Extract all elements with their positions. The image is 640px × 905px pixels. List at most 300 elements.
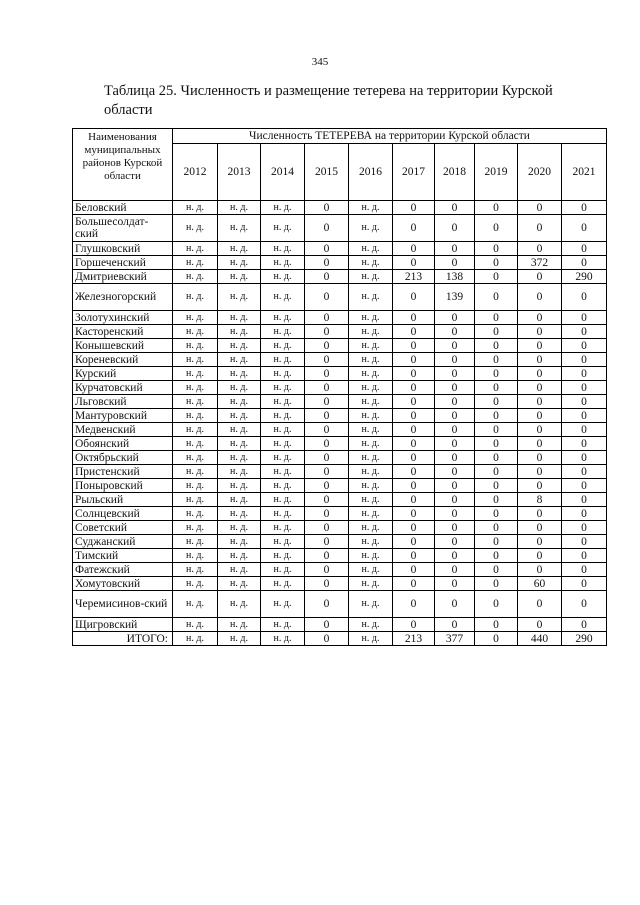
count-cell: н. д. [261,284,305,311]
count-cell: н. д. [261,591,305,618]
table-row [73,577,607,591]
district-name: Кореневский [73,353,173,367]
count-cell: 0 [435,563,475,577]
count-cell: н. д. [218,256,261,270]
count-cell: н. д. [218,201,261,215]
count-cell: 0 [562,479,607,493]
count-cell: 0 [475,353,518,367]
district-name: Хомутовский [73,577,173,591]
table-row [73,465,607,479]
count-cell: н. д. [349,591,393,618]
count-cell: н. д. [218,381,261,395]
year-header: 2020 [518,144,562,201]
count-cell: 0 [435,465,475,479]
count-cell: н. д. [218,577,261,591]
table-row [73,242,607,256]
count-cell: 0 [475,535,518,549]
district-name: Фатежский [73,563,173,577]
count-cell: н. д. [173,201,218,215]
count-cell: 0 [475,270,518,284]
table-row [73,339,607,353]
count-cell: н. д. [349,242,393,256]
count-cell: 0 [435,311,475,325]
table-row [73,325,607,339]
count-cell: 377 [435,632,475,646]
count-cell: 0 [562,493,607,507]
count-cell: 0 [562,284,607,311]
table-row [73,311,607,325]
count-cell: н. д. [218,465,261,479]
table-row [73,437,607,451]
count-cell: н. д. [349,325,393,339]
count-cell: 0 [562,465,607,479]
total-row [73,632,607,646]
count-cell: н. д. [218,339,261,353]
table-row [73,451,607,465]
table-row [73,507,607,521]
count-cell: 0 [305,311,349,325]
count-cell: 0 [305,563,349,577]
count-cell: н. д. [349,339,393,353]
district-name: Октябрьский [73,451,173,465]
count-cell: н. д. [218,423,261,437]
count-cell: 0 [435,201,475,215]
district-name: Золотухинский [73,311,173,325]
count-cell: н. д. [261,353,305,367]
count-cell: 0 [305,632,349,646]
count-cell: н. д. [261,270,305,284]
count-cell: 0 [435,577,475,591]
count-cell: 0 [562,549,607,563]
table-row [73,493,607,507]
count-cell: н. д. [349,535,393,549]
count-cell: 0 [435,437,475,451]
count-cell: 0 [518,381,562,395]
count-cell: 0 [518,311,562,325]
count-cell: 0 [393,215,435,242]
count-cell: н. д. [349,521,393,535]
count-cell: 0 [435,591,475,618]
count-cell: н. д. [218,521,261,535]
count-cell: 139 [435,284,475,311]
count-cell: 0 [562,535,607,549]
count-cell: 0 [305,493,349,507]
count-cell: н. д. [218,325,261,339]
count-cell: н. д. [349,270,393,284]
count-cell: 0 [562,423,607,437]
count-cell: 0 [305,381,349,395]
count-cell: 0 [393,353,435,367]
count-cell: 0 [305,465,349,479]
count-cell: 0 [518,591,562,618]
count-cell: 0 [393,591,435,618]
count-cell: н. д. [173,591,218,618]
count-cell: 0 [475,339,518,353]
table-row [73,479,607,493]
count-cell: 0 [562,577,607,591]
count-cell: 0 [305,577,349,591]
count-cell: 0 [475,201,518,215]
count-cell: н. д. [218,409,261,423]
count-cell: 0 [475,493,518,507]
count-cell: 0 [305,618,349,632]
count-cell: н. д. [349,367,393,381]
count-cell: 0 [305,549,349,563]
count-cell: 0 [562,409,607,423]
count-cell: н. д. [261,256,305,270]
count-cell: 0 [305,521,349,535]
count-cell: н. д. [173,493,218,507]
count-cell: н. д. [173,549,218,563]
count-cell: н. д. [349,632,393,646]
count-cell: 290 [562,632,607,646]
count-cell: н. д. [261,367,305,381]
count-cell: 0 [475,409,518,423]
count-cell: н. д. [261,507,305,521]
count-cell: 0 [518,618,562,632]
count-cell: 0 [562,353,607,367]
count-cell: 0 [393,521,435,535]
count-cell: 0 [435,256,475,270]
district-name: Большесолдат-ский [73,215,173,242]
district-name: Льговский [73,395,173,409]
count-cell: 0 [393,395,435,409]
count-cell: 0 [475,437,518,451]
count-cell: 0 [475,367,518,381]
count-cell: 0 [562,381,607,395]
count-cell: н. д. [349,395,393,409]
count-cell: 0 [435,242,475,256]
count-cell: 0 [305,201,349,215]
count-cell: 8 [518,493,562,507]
count-cell: 0 [305,395,349,409]
count-cell: 0 [435,367,475,381]
count-cell: 0 [305,242,349,256]
count-cell: 0 [518,353,562,367]
count-cell: 0 [562,201,607,215]
district-name: Поныровский [73,479,173,493]
count-cell: 0 [305,507,349,521]
count-cell: 0 [518,325,562,339]
count-cell: 0 [393,201,435,215]
count-cell: н. д. [349,507,393,521]
count-cell: н. д. [261,339,305,353]
count-cell: 0 [393,423,435,437]
count-cell: н. д. [349,311,393,325]
count-cell: 0 [393,284,435,311]
count-cell: 0 [393,242,435,256]
count-cell: 0 [393,507,435,521]
count-cell: 0 [435,451,475,465]
count-cell: н. д. [218,493,261,507]
table-row [73,618,607,632]
count-cell: н. д. [261,521,305,535]
count-cell: 0 [475,618,518,632]
count-cell: н. д. [261,437,305,451]
count-cell: н. д. [173,423,218,437]
count-cell: 0 [518,367,562,381]
count-cell: н. д. [261,325,305,339]
table-row [73,367,607,381]
count-cell: н. д. [218,549,261,563]
count-cell: 0 [475,507,518,521]
count-cell: 0 [475,451,518,465]
count-cell: 0 [518,395,562,409]
count-cell: 0 [305,215,349,242]
count-cell: н. д. [261,451,305,465]
count-cell: н. д. [218,479,261,493]
count-cell: н. д. [261,479,305,493]
count-cell: 0 [475,549,518,563]
table-row [73,381,607,395]
count-cell: 0 [393,367,435,381]
count-cell: н. д. [173,479,218,493]
year-header: 2016 [349,144,393,201]
count-cell: 0 [393,618,435,632]
count-cell: н. д. [218,353,261,367]
count-cell: 0 [475,563,518,577]
count-cell: 0 [305,423,349,437]
count-cell: н. д. [218,284,261,311]
table-row [73,256,607,270]
count-cell: н. д. [261,465,305,479]
district-name: Железногорский [73,284,173,311]
count-cell: н. д. [173,437,218,451]
district-name: Медвенский [73,423,173,437]
table-row [73,409,607,423]
count-cell: 0 [518,549,562,563]
count-cell: 0 [475,423,518,437]
district-name: Касторенский [73,325,173,339]
count-cell: н. д. [261,535,305,549]
count-cell: 0 [518,284,562,311]
table-row [73,535,607,549]
count-cell: 0 [393,493,435,507]
district-name: Рыльский [73,493,173,507]
year-header: 2012 [173,144,218,201]
header-row [73,129,607,144]
district-name: Пристенский [73,465,173,479]
count-cell: 0 [435,507,475,521]
count-cell: н. д. [261,381,305,395]
count-cell: н. д. [261,493,305,507]
year-header: 2013 [218,144,261,201]
count-cell: 290 [562,270,607,284]
district-name: Солнцевский [73,507,173,521]
count-cell: н. д. [173,618,218,632]
count-cell: н. д. [349,563,393,577]
count-cell: н. д. [173,339,218,353]
count-cell: 0 [475,284,518,311]
count-cell: 0 [435,325,475,339]
year-header: 2018 [435,144,475,201]
year-header: 2017 [393,144,435,201]
count-cell: 0 [393,311,435,325]
count-cell: н. д. [218,563,261,577]
count-cell: 0 [393,535,435,549]
count-cell: 0 [305,437,349,451]
count-cell: н. д. [349,215,393,242]
count-cell: 0 [562,242,607,256]
count-cell: н. д. [349,201,393,215]
district-name: Глушковский [73,242,173,256]
count-cell: 0 [435,409,475,423]
count-cell: н. д. [173,242,218,256]
count-cell: 0 [393,437,435,451]
count-cell: 0 [518,563,562,577]
count-cell: 0 [393,479,435,493]
total-label: ИТОГО: [73,632,173,646]
count-cell: 0 [562,339,607,353]
count-cell: 0 [435,521,475,535]
count-cell: н. д. [218,632,261,646]
district-name: Курский [73,367,173,381]
count-cell: 0 [305,451,349,465]
count-cell: 0 [562,507,607,521]
count-cell: н. д. [173,535,218,549]
count-cell: н. д. [261,311,305,325]
count-cell: 0 [393,409,435,423]
district-name: Черемисинов-ский [73,591,173,618]
count-cell: 0 [435,535,475,549]
count-cell: 0 [562,563,607,577]
count-cell: 0 [562,367,607,381]
count-cell: 0 [518,409,562,423]
count-cell: н. д. [218,535,261,549]
count-cell: 0 [305,367,349,381]
district-name: Мантуровский [73,409,173,423]
count-cell: н. д. [173,311,218,325]
count-cell: 0 [305,325,349,339]
count-cell: 0 [475,381,518,395]
count-cell: н. д. [261,423,305,437]
count-cell: н. д. [261,201,305,215]
count-cell: н. д. [173,325,218,339]
count-cell: н. д. [349,381,393,395]
count-cell: 0 [562,618,607,632]
count-cell: 0 [562,325,607,339]
count-cell: 0 [393,325,435,339]
count-cell: 0 [518,437,562,451]
count-cell: 0 [435,493,475,507]
count-cell: н. д. [218,367,261,381]
count-cell: н. д. [173,353,218,367]
count-cell: 0 [435,395,475,409]
year-header: 2019 [475,144,518,201]
count-cell: 0 [435,423,475,437]
count-cell: 0 [475,591,518,618]
table-row [73,353,607,367]
count-cell: н. д. [349,353,393,367]
count-cell: н. д. [349,423,393,437]
table-row [73,284,607,311]
count-cell: 0 [393,339,435,353]
count-cell: н. д. [218,242,261,256]
count-cell: 0 [393,381,435,395]
count-cell: н. д. [218,591,261,618]
district-name: Обоянский [73,437,173,451]
count-cell: 138 [435,270,475,284]
count-cell: н. д. [349,284,393,311]
count-cell: 0 [518,465,562,479]
count-cell: н. д. [261,618,305,632]
count-cell: 0 [475,242,518,256]
district-name: Конышевский [73,339,173,353]
table-body [73,201,607,646]
table-row [73,395,607,409]
count-cell: 0 [562,591,607,618]
table-row [73,521,607,535]
count-cell: н. д. [173,632,218,646]
count-cell: 0 [518,535,562,549]
year-header: 2021 [562,144,607,201]
table-row [73,423,607,437]
count-cell: н. д. [173,395,218,409]
count-cell: 0 [562,395,607,409]
district-name: Беловский [73,201,173,215]
count-cell: 0 [518,451,562,465]
count-cell: н. д. [173,284,218,311]
count-cell: 0 [393,256,435,270]
count-cell: 0 [393,465,435,479]
count-cell: н. д. [261,577,305,591]
district-name: Курчатовский [73,381,173,395]
count-cell: 0 [475,395,518,409]
count-cell: н. д. [349,256,393,270]
district-name-header: Наименования муниципальных районов Курской области [73,129,173,201]
count-cell: н. д. [218,451,261,465]
count-cell: 0 [562,215,607,242]
count-cell: н. д. [218,215,261,242]
count-cell: 0 [518,507,562,521]
count-cell: н. д. [173,409,218,423]
table-row [73,215,607,242]
count-cell: н. д. [218,618,261,632]
count-cell: 0 [305,479,349,493]
count-cell: 0 [518,339,562,353]
count-cell: н. д. [218,395,261,409]
count-cell: 0 [562,256,607,270]
count-cell: 0 [435,549,475,563]
count-cell: 0 [475,256,518,270]
count-cell: 0 [518,242,562,256]
count-cell: 0 [305,256,349,270]
table-row [73,591,607,618]
count-cell: 0 [518,215,562,242]
count-cell: н. д. [173,215,218,242]
count-cell: 0 [305,284,349,311]
count-cell: 0 [475,325,518,339]
count-cell: н. д. [349,465,393,479]
count-cell: н. д. [261,409,305,423]
district-name: Щигровский [73,618,173,632]
year-header: 2014 [261,144,305,201]
count-cell: н. д. [173,367,218,381]
count-cell: 0 [475,465,518,479]
count-cell: н. д. [349,479,393,493]
count-cell: 0 [475,632,518,646]
table-row [73,563,607,577]
count-cell: н. д. [261,632,305,646]
count-cell: 440 [518,632,562,646]
count-cell: 0 [562,437,607,451]
count-cell: 0 [475,215,518,242]
count-cell: н. д. [173,577,218,591]
grouse-count-table [72,128,607,646]
count-cell: 213 [393,270,435,284]
count-cell: 0 [562,451,607,465]
count-cell: 0 [475,521,518,535]
